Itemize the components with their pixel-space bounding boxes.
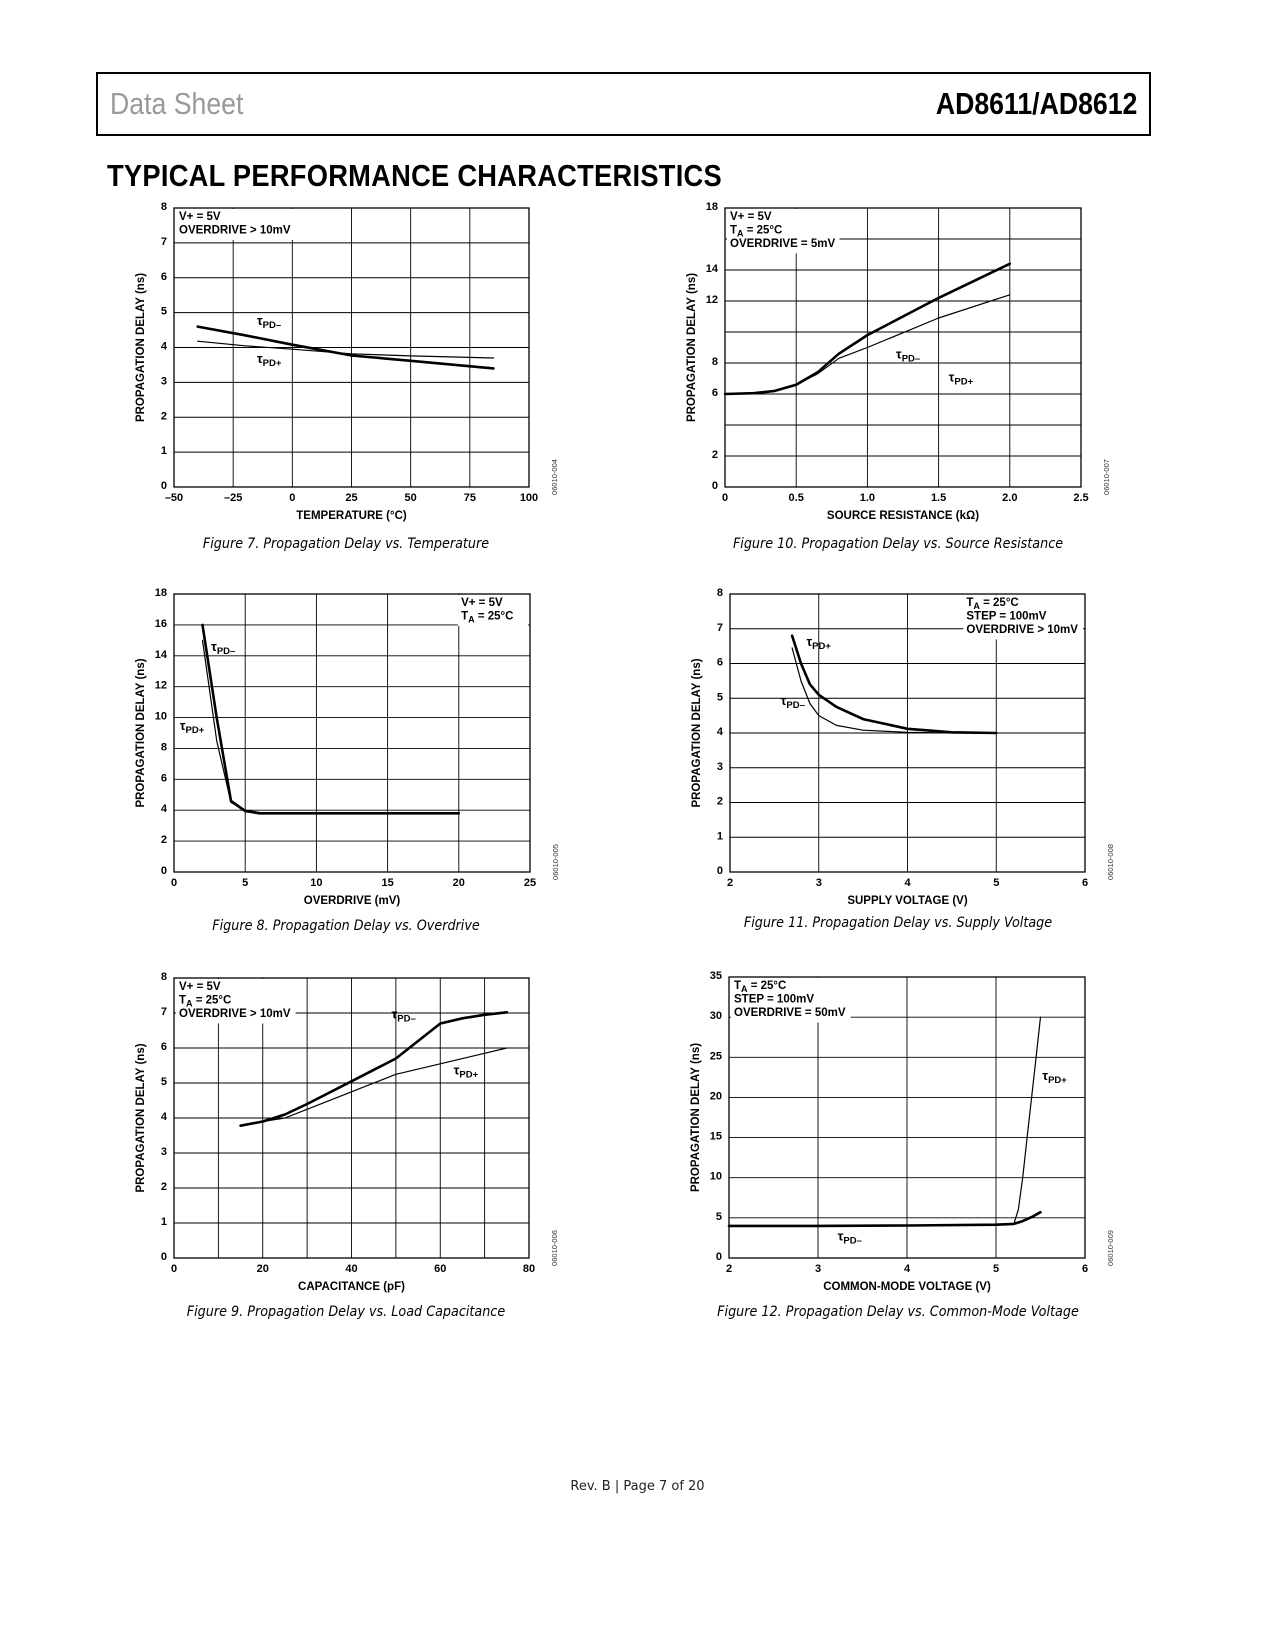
x-tick-label: 2.0	[1002, 492, 1018, 504]
series-label: $\tau_{PD-}$	[837, 1228, 862, 1247]
x-tick-label: 2	[725, 1263, 733, 1275]
x-axis-label: OVERDRIVE (mV)	[303, 895, 401, 907]
x-tick-label: 6	[1081, 1263, 1089, 1275]
y-axis-label: PROPAGATION DELAY (ns)	[690, 1042, 702, 1193]
y-tick-label: 30	[709, 1010, 722, 1023]
x-tick-label: 5	[242, 877, 249, 889]
x-tick-label: 4	[903, 1263, 911, 1275]
x-axis-label: COMMON-MODE VOLTAGE (V)	[823, 1281, 991, 1293]
y-tick-label: 8	[711, 356, 718, 368]
caption-figure-7: Figure 7. Propagation Delay vs. Temperature	[202, 536, 490, 552]
x-tick-label: 2	[726, 877, 734, 889]
y-tick-label: 14	[154, 648, 167, 661]
series-line	[1014, 1017, 1041, 1224]
chart-note-line: OVERDRIVE > 10mV	[179, 224, 291, 237]
y-tick-label: 16	[154, 617, 167, 630]
caption-figure-12: Figure 12. Propagation Delay vs. Common-Mode Voltage	[717, 1304, 1079, 1320]
y-tick-label: 35	[709, 970, 722, 982]
y-tick-label: 5	[716, 691, 723, 704]
x-tick-label: 40	[345, 1263, 358, 1275]
section-title: TYPICAL PERFORMANCE CHARACTERISTICS	[107, 158, 722, 193]
y-tick-label: 3	[160, 375, 167, 388]
caption-figure-8: Figure 8. Propagation Delay vs. Overdrive	[212, 918, 480, 934]
x-tick-label: 3	[814, 1263, 822, 1275]
y-axis-label: PROPAGATION DELAY (ns)	[686, 272, 698, 423]
series-label: $\tau_{PD-}$	[391, 1006, 416, 1025]
x-tick-label: 0	[170, 877, 178, 889]
chart-note-line: OVERDRIVE = 50mV	[734, 1007, 846, 1019]
figure-7	[130, 198, 650, 538]
y-axis-label: PROPAGATION DELAY (ns)	[691, 658, 703, 808]
y-tick-label: 15	[709, 1130, 722, 1143]
y-tick-label: 3	[716, 760, 723, 773]
figure-code: 06010-008	[1106, 844, 1115, 880]
x-tick-label: 80	[522, 1263, 536, 1275]
page-footer: Rev. B | Page 7 of 20	[570, 1479, 705, 1494]
y-tick-label: 6	[160, 1041, 167, 1053]
chart-note-line: V+ = 5V	[461, 597, 503, 609]
y-tick-label: 6	[160, 270, 167, 283]
series-label: $\tau_{PD+}$	[948, 369, 974, 388]
x-tick-label: 20	[452, 877, 465, 889]
y-tick-label: 5	[160, 305, 167, 318]
y-tick-label: 0	[715, 1251, 722, 1263]
x-tick-label: 25	[345, 492, 358, 504]
x-tick-label: 2.5	[1073, 492, 1089, 504]
y-tick-label: 0	[160, 480, 167, 492]
figure-10	[682, 198, 1202, 538]
x-axis-label: TEMPERATURE (°C)	[296, 510, 407, 522]
y-tick-label: 8	[160, 201, 167, 213]
y-tick-label: 7	[160, 235, 167, 248]
chart-note-line: V+ = 5V	[730, 211, 772, 223]
chart-note-line: V+ = 5V	[179, 211, 221, 223]
figure-8	[130, 585, 650, 925]
series-line	[729, 1212, 1041, 1226]
y-tick-label: 8	[160, 741, 167, 754]
y-tick-label: 1	[160, 445, 167, 458]
y-tick-label: 12	[705, 294, 718, 306]
series-label: $\tau_{PD+}$	[453, 1062, 479, 1081]
x-tick-label: 1.0	[859, 492, 876, 504]
x-tick-label: 0	[289, 492, 296, 504]
header-part-number: AD8611/AD8612	[935, 86, 1137, 121]
y-tick-label: 18	[154, 587, 167, 599]
x-tick-label: 60	[434, 1263, 447, 1275]
y-tick-label: 10	[709, 1170, 722, 1183]
y-tick-label: 4	[160, 340, 167, 353]
series-label: $\tau_{PD-}$	[211, 639, 236, 658]
caption-figure-10: Figure 10. Propagation Delay vs. Source Resistance	[732, 536, 1064, 552]
y-tick-label: 0	[160, 1251, 167, 1263]
series-label: $\tau_{PD+}$	[806, 634, 831, 653]
y-tick-label: 2	[160, 410, 167, 423]
x-tick-label: 10	[310, 877, 323, 889]
x-tick-label: 5	[992, 1263, 1000, 1275]
x-tick-label: 20	[256, 1263, 269, 1275]
x-tick-label: 100	[519, 492, 539, 504]
chart-note-line: $T_A = 25^\circ C$	[966, 597, 1019, 611]
y-tick-label: 25	[709, 1050, 722, 1063]
x-tick-label: 4	[904, 877, 911, 889]
x-tick-label: –50	[164, 492, 184, 504]
y-tick-label: 10	[154, 710, 167, 723]
series-label: $\tau_{PD-}$	[256, 312, 282, 331]
x-axis-label: SUPPLY VOLTAGE (V)	[847, 895, 968, 907]
chart-svg	[130, 585, 650, 925]
y-tick-label: 6	[716, 656, 723, 669]
x-tick-label: 1.5	[930, 492, 947, 504]
x-axis-label: CAPACITANCE (pF)	[298, 1281, 405, 1293]
x-tick-label: 0	[170, 1263, 178, 1275]
y-tick-label: 2	[160, 834, 167, 847]
x-tick-label: 3	[815, 877, 822, 889]
y-tick-label: 8	[716, 587, 723, 599]
chart-svg	[130, 198, 650, 538]
y-tick-label: 20	[709, 1090, 722, 1103]
figure-code: 06010-005	[551, 844, 560, 880]
chart-note-line: $T_A = 25^\circ C$	[461, 610, 514, 625]
chart-note-line: V+ = 5V	[179, 981, 221, 993]
y-tick-label: 3	[160, 1146, 167, 1158]
y-axis-label: PROPAGATION DELAY (ns)	[135, 272, 147, 423]
y-tick-label: 18	[705, 201, 718, 213]
chart-note-line: STEP = 100mV	[966, 610, 1047, 623]
x-tick-label: 15	[381, 877, 394, 889]
y-tick-label: 0	[711, 480, 718, 492]
figure-code: 06010-009	[1106, 1230, 1115, 1266]
chart-note-line: $T_A = 25^\circ C$	[734, 980, 787, 994]
figure-11	[682, 585, 1202, 925]
figure-12	[682, 967, 1202, 1307]
y-tick-label: 0	[160, 865, 167, 877]
y-tick-label: 4	[716, 726, 723, 738]
y-tick-label: 12	[154, 679, 167, 692]
x-tick-label: 6	[1081, 877, 1089, 889]
figure-code: 06010-006	[550, 1230, 559, 1266]
y-tick-label: 0	[716, 865, 723, 877]
series-line	[203, 640, 260, 812]
x-tick-label: 5	[993, 877, 1000, 889]
y-tick-label: 7	[160, 1006, 167, 1018]
chart-note-line: OVERDRIVE > 10mV	[179, 1008, 291, 1020]
x-axis-label: SOURCE RESISTANCE (kΩ)	[826, 510, 980, 522]
series-line	[792, 648, 996, 733]
chart-note-line: OVERDRIVE > 10mV	[966, 624, 1078, 636]
page-header	[96, 72, 1151, 136]
y-tick-label: 2	[711, 449, 718, 461]
series-label: $\tau_{PD-}$	[895, 346, 921, 365]
x-tick-label: 75	[463, 492, 476, 504]
y-tick-label: 2	[160, 1181, 167, 1193]
figure-9	[130, 970, 650, 1310]
series-line	[203, 625, 459, 813]
plot-frame	[174, 594, 530, 872]
chart-note-line: STEP = 100mV	[734, 993, 815, 1006]
y-tick-label: 8	[160, 971, 167, 983]
chart-note-line: $T_A = 25^\circ C$	[730, 224, 783, 239]
y-tick-label: 5	[160, 1076, 167, 1088]
series-label: $\tau_{PD+}$	[256, 351, 282, 370]
caption-figure-9: Figure 9. Propagation Delay vs. Load Capacitance	[186, 1304, 506, 1320]
chart-svg	[682, 967, 1202, 1307]
figure-code: 06010-007	[1102, 459, 1111, 495]
y-tick-label: 5	[715, 1210, 722, 1223]
y-tick-label: 1	[716, 830, 723, 843]
series-label: $\tau_{PD-}$	[780, 693, 805, 712]
caption-figure-11: Figure 11. Propagation Delay vs. Supply Voltage	[743, 915, 1053, 931]
y-tick-label: 4	[160, 803, 167, 816]
x-tick-label: –25	[223, 492, 243, 504]
y-axis-label: PROPAGATION DELAY (ns)	[135, 658, 147, 808]
y-tick-label: 6	[160, 772, 167, 785]
chart-svg	[130, 970, 650, 1310]
y-tick-label: 6	[711, 387, 718, 399]
chart-note-line: $T_A = 25^\circ C$	[179, 994, 232, 1009]
y-tick-label: 2	[716, 795, 723, 808]
y-tick-label: 7	[716, 621, 723, 634]
x-tick-label: 0	[721, 492, 729, 504]
series-line	[241, 1048, 507, 1126]
y-tick-label: 4	[160, 1111, 167, 1123]
series-label: $\tau_{PD+}$	[1042, 1067, 1067, 1086]
figure-code: 06010-004	[550, 459, 559, 495]
x-tick-label: 25	[523, 877, 537, 889]
y-tick-label: 1	[160, 1216, 167, 1228]
y-axis-label: PROPAGATION DELAY (ns)	[135, 1043, 147, 1193]
chart-svg	[682, 198, 1202, 538]
chart-svg	[682, 585, 1202, 925]
header-doc-type: Data Sheet	[110, 86, 244, 121]
series-label: $\tau_{PD+}$	[179, 717, 205, 736]
x-tick-label: 50	[404, 492, 417, 504]
y-tick-label: 14	[705, 263, 718, 275]
chart-note-line: OVERDRIVE = 5mV	[730, 238, 836, 250]
x-tick-label: 0.5	[788, 492, 804, 504]
